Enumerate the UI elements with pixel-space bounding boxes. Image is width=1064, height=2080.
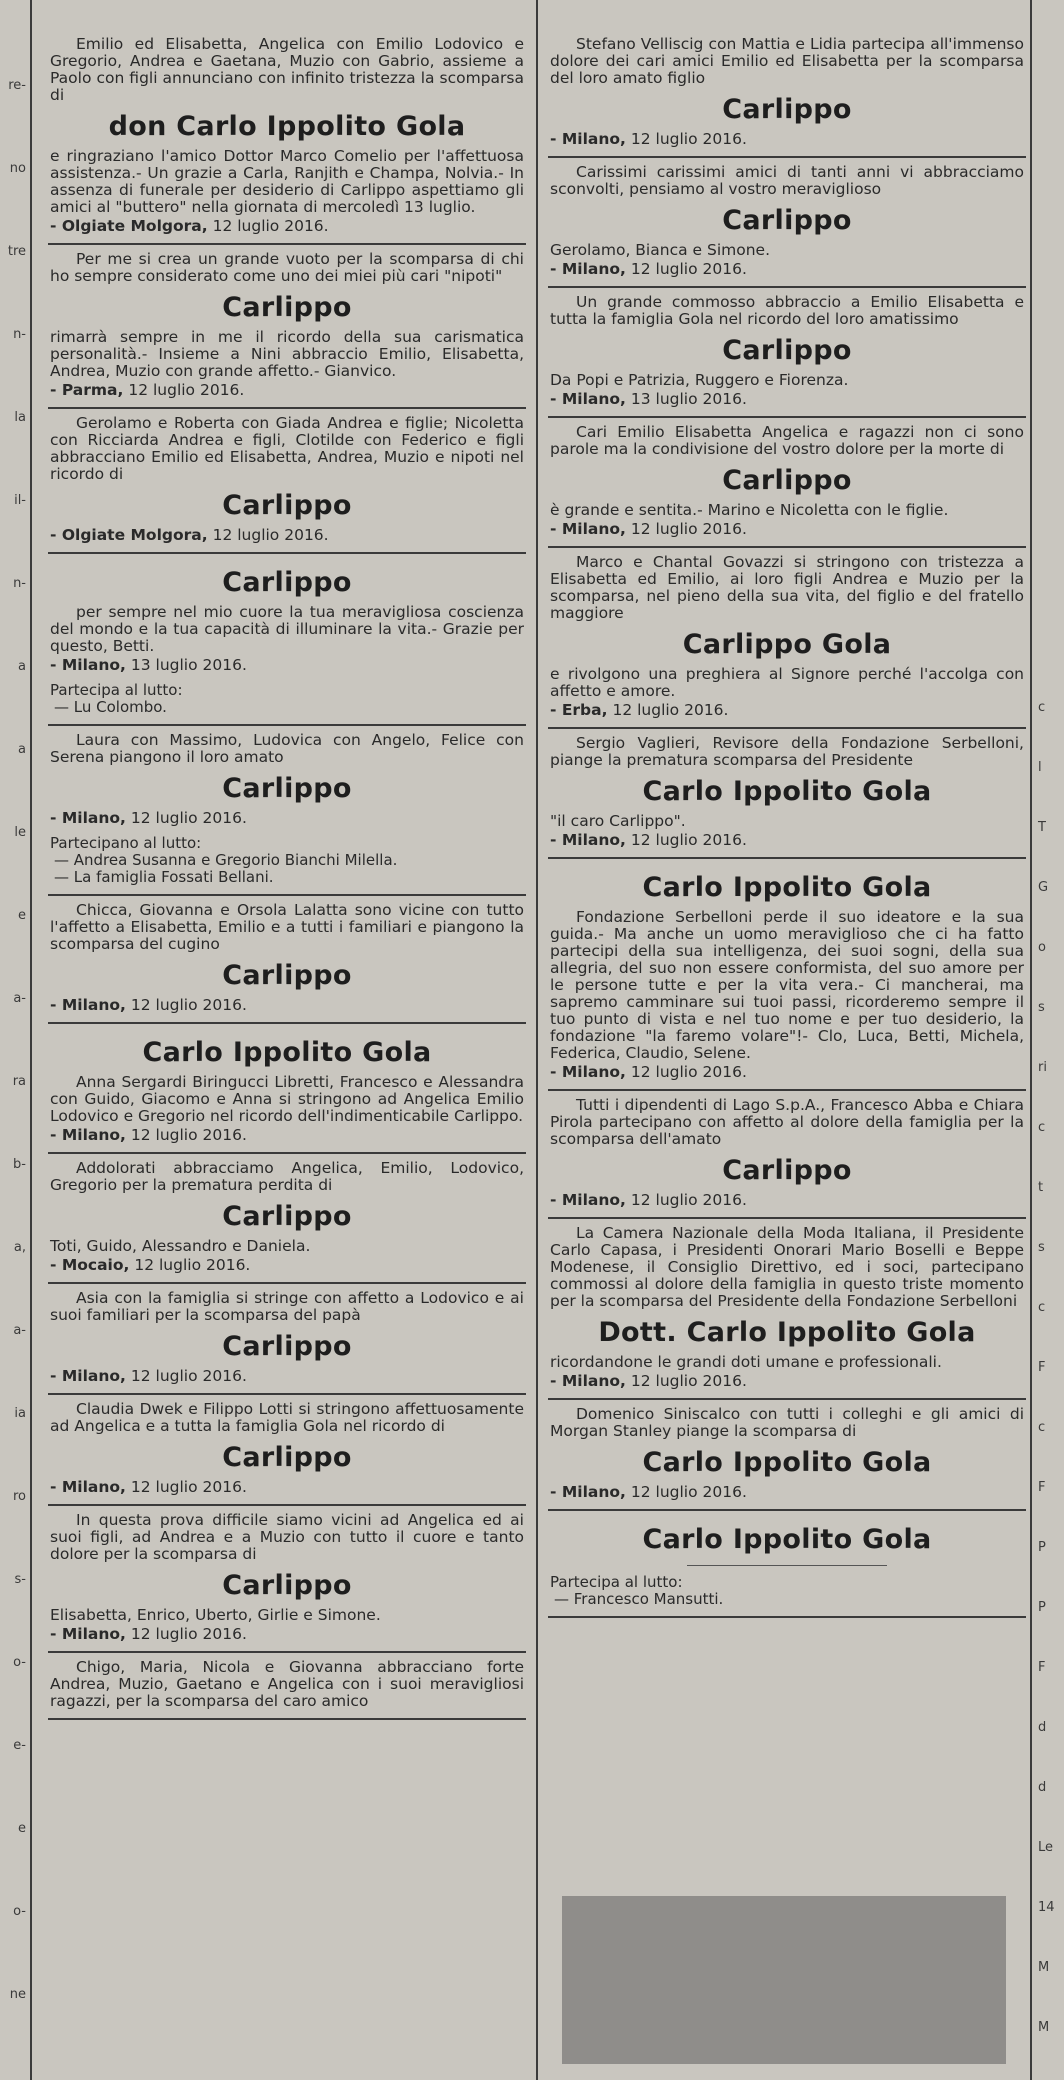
notice-body-text: e rivolgono una preghiera al Signore perché l'accolga con affetto e amore. (550, 665, 1024, 700)
place-and-date (50, 997, 524, 1014)
notice-place: - Milano, (550, 520, 626, 538)
notice-lead-text: Gerolamo e Roberta con Giada Andrea e figlie; Nicoletta con Ricciarda Andrea e figli, Clotilde con Federico e figli abbracciano Emilio ed Elisabetta, Andrea, Muzio e nipoti nel ricordo di (50, 414, 524, 483)
place-and-date (550, 1064, 1024, 1081)
notice-place: - Milano, (50, 1478, 126, 1496)
place-and-date (550, 131, 1024, 148)
place-and-date (50, 1257, 524, 1274)
notice-place: - Milano, (50, 1367, 126, 1385)
edge-text-fragment: ia (14, 1406, 26, 1421)
edge-text-fragment: c (1038, 1120, 1046, 1135)
notice-place: - Milano, (550, 390, 626, 408)
edge-text-fragment: a- (13, 991, 26, 1006)
notice-body-text: Fondazione Serbelloni perde il suo ideatore e la sua guida.- Ma anche un uomo meraviglioso che ci ha fatto partecipi della sua intelligenza, dei suoi sogni, della sua allegria, del suo non essere conformista, del suo amore per le persone tutte e per la vita vera.- Ci mancherai, ma sapremo camminare sui tuoi passi, ricorderemo sempre il tuo punto di vista e nel tuo nome e per tuo desiderio, la fondazione "la faremo volare"!- Clo, Luca, Betti, Michela, Federica, Claudio, Selene. (550, 908, 1024, 1062)
right-column (548, 30, 1026, 1618)
edge-text-fragment: ne (9, 1987, 26, 2002)
obituary-notice (548, 158, 1026, 288)
notice-place: - Milano, (550, 1191, 626, 1209)
notice-body-text: Toti, Guido, Alessandro e Daniela. (50, 1237, 311, 1255)
deceased-name: Carlippo (222, 1201, 352, 1232)
notice-place: - Olgiate Molgora, (50, 217, 208, 235)
notice-body-text: e ringraziano l'amico Dottor Marco Comelio per l'affettuosa assistenza.- Un grazie a Carla, Ranjith e Champa, Nolvia.- In assenza di funerale per desiderio di Carlippo aspettiamo gli amici al "buttero" nella giornata di mercoledì 13 luglio. (50, 147, 524, 216)
condolence-list (50, 835, 524, 886)
edge-text-fragment: F (1038, 1480, 1046, 1495)
obituary-notice (548, 288, 1026, 418)
right-page-edge (1032, 0, 1064, 2080)
obituary-notice (48, 1284, 526, 1395)
condolence-label: Partecipano al lutto: (50, 834, 202, 852)
place-and-date (50, 657, 524, 674)
deceased-name: Carlippo (722, 205, 852, 236)
notice-lead-text: Chicca, Giovanna e Orsola Lalatta sono vicine con tutto l'affetto a Elisabetta, Emilio e a tutti i familiari e piangono la scomparsa del cugino (50, 901, 524, 953)
notice-lead-text: Carissimi carissimi amici di tanti anni vi abbracciamo sconvolti, pensiamo al vostro meraviglioso (550, 163, 1024, 198)
obituary-notice (48, 1395, 526, 1506)
deceased-name: Carlippo (222, 292, 352, 323)
notice-place: - Parma, (50, 381, 124, 399)
obituary-notice (48, 1506, 526, 1653)
condolence-name: — Francesco Mansutti. (554, 1590, 724, 1608)
notice-body-text: Anna Sergardi Biringucci Libretti, Francesco e Alessandra con Guido, Giacomo e Anna si stringono ad Angelica Emilio Lodovico e Gregorio nel ricordo dell'indimenticabile Carlippo. (50, 1073, 524, 1125)
obituary-notice (48, 896, 526, 1024)
condolence-name: — Lu Colombo. (54, 698, 167, 716)
deceased-name: Carlippo (722, 1155, 852, 1186)
condolence-label: Partecipa al lutto: (50, 681, 183, 699)
edge-text-fragment: a (18, 742, 26, 757)
edge-text-fragment: tre (7, 244, 26, 259)
edge-text-fragment: b- (13, 1157, 26, 1172)
edge-text-fragment: ra (12, 1074, 26, 1089)
left-page-edge (0, 0, 30, 2080)
notice-body-text: è grande e sentita.- Marino e Nicoletta con le figlie. (550, 501, 949, 519)
deceased-name: Carlippo (222, 773, 352, 804)
edge-text-fragment: re- (8, 78, 26, 93)
condolence-name: — La famiglia Fossati Bellani. (54, 868, 274, 886)
notice-date: 12 luglio 2016. (630, 1372, 747, 1390)
edge-text-fragment: P (1038, 1600, 1046, 1615)
deceased-name: Carlippo (222, 1331, 352, 1362)
edge-text-fragment: l (1038, 760, 1042, 775)
condolence-list (550, 1574, 1024, 1608)
edge-text-fragment: T (1038, 820, 1046, 835)
notice-place: - Olgiate Molgora, (50, 526, 208, 544)
notice-lead-text: Emilio ed Elisabetta, Angelica con Emilio Lodovico e Gregorio, Andrea e Gaetana, Muzio con Gabrio, assieme a Paolo con figli annunciano con infinito tristezza la scomparsa di (50, 35, 524, 104)
notice-body-text: ricordandone le grandi doti umane e professionali. (550, 1353, 942, 1371)
notice-date: 12 luglio 2016. (130, 1625, 247, 1643)
deceased-name: Carlippo (222, 960, 352, 991)
notice-date: 12 luglio 2016. (630, 1483, 747, 1501)
obituary-notice (548, 1400, 1026, 1511)
place-and-date (50, 527, 524, 544)
notice-date: 12 luglio 2016. (134, 1256, 251, 1274)
obituary-notice (548, 1091, 1026, 1219)
notice-date: 12 luglio 2016. (630, 1191, 747, 1209)
notice-place: - Milano, (50, 996, 126, 1014)
place-and-date (550, 1484, 1024, 1501)
edge-text-fragment: c (1038, 1300, 1046, 1315)
obituary-notice (48, 1024, 526, 1154)
condolence-list (50, 682, 524, 716)
place-and-date (550, 261, 1024, 278)
edge-text-fragment: G (1038, 880, 1049, 895)
obituary-notice (48, 1154, 526, 1284)
deceased-name: Carlippo (722, 335, 852, 366)
notice-date: 12 luglio 2016. (130, 1126, 247, 1144)
notice-lead-text: La Camera Nazionale della Moda Italiana, il Presidente Carlo Capasa, i Presidenti Onorari Mario Boselli e Beppe Modenese, il Consiglio Direttivo, ed i soci, partecipano commossi al dolore della famiglia in questo triste momento per la scomparsa del Presidente della Fondazione Serbelloni (550, 1224, 1024, 1310)
notice-body-text: "il caro Carlippo". (550, 812, 686, 830)
notice-lead-text: Stefano Velliscig con Mattia e Lidia partecipa all'immenso dolore dei cari amici Emilio ed Elisabetta per la scomparsa del loro amato figlio (550, 35, 1024, 87)
notice-date: 12 luglio 2016. (630, 130, 747, 148)
empty-grey-block (562, 1896, 1006, 2064)
center-column-rule (536, 0, 538, 2080)
edge-text-fragment: F (1038, 1660, 1046, 1675)
notice-lead-text: Addolorati abbracciamo Angelica, Emilio, Lodovico, Gregorio per la prematura perdita di (50, 1159, 524, 1194)
notice-date: 12 luglio 2016. (128, 381, 245, 399)
obituary-notice (548, 1511, 1026, 1618)
notice-lead-text: Cari Emilio Elisabetta Angelica e ragazzi non ci sono parole ma la condivisione del vostro dolore per la morte di (550, 423, 1024, 458)
notice-lead-text: Per me si crea un grande vuoto per la scomparsa di chi ho sempre considerato come uno dei miei più cari "nipoti" (50, 250, 524, 285)
place-and-date (50, 1127, 524, 1144)
obituary-notice (48, 30, 526, 245)
place-and-date (550, 521, 1024, 538)
place-and-date (50, 810, 524, 827)
obituary-notice (48, 409, 526, 554)
edge-text-fragment: P (1038, 1540, 1046, 1555)
deceased-name: Carlippo (722, 465, 852, 496)
edge-text-fragment: n- (13, 327, 26, 342)
edge-text-fragment: c (1038, 1420, 1046, 1435)
obituary-notice (48, 726, 526, 896)
deceased-name: Carlippo (222, 490, 352, 521)
edge-text-fragment: a, (13, 1240, 26, 1255)
edge-text-fragment: ri (1038, 1060, 1047, 1075)
notice-place: - Milano, (550, 1063, 626, 1081)
edge-text-fragment: s (1038, 1240, 1045, 1255)
notice-lead-text: Laura con Massimo, Ludovica con Angelo, Felice con Serena piangono il loro amato (50, 731, 524, 766)
notice-lead-text: In questa prova difficile siamo vicini ad Angelica ed ai suoi figli, ad Andrea e a Muzio con tutto il cuore e tanto dolore per la scomparsa di (50, 1511, 524, 1563)
place-and-date (50, 1479, 524, 1496)
edge-text-fragment: s- (14, 1572, 26, 1587)
edge-text-fragment: d (1038, 1780, 1047, 1795)
notice-date: 12 luglio 2016. (630, 260, 747, 278)
edge-text-fragment: a- (13, 1323, 26, 1338)
notice-date: 12 luglio 2016. (130, 996, 247, 1014)
obituary-notice (548, 30, 1026, 158)
notice-date: 12 luglio 2016. (630, 831, 747, 849)
deceased-name: Dott. Carlo Ippolito Gola (598, 1317, 976, 1348)
notice-lead-text: Marco e Chantal Govazzi si stringono con tristezza a Elisabetta ed Emilio, ai loro figli Andrea e Muzio per la scomparsa, nel pieno della sua vita, del figlio e del fratello maggiore (550, 553, 1024, 622)
place-and-date (50, 1626, 524, 1643)
notice-date: 12 luglio 2016. (130, 1367, 247, 1385)
edge-text-fragment: s (1038, 1000, 1045, 1015)
edge-text-fragment: e- (13, 1738, 26, 1753)
edge-text-fragment: a (18, 659, 26, 674)
notice-date: 12 luglio 2016. (130, 809, 247, 827)
notice-lead-text: Sergio Vaglieri, Revisore della Fondazione Serbelloni, piange la prematura scomparsa del Presidente (550, 734, 1024, 769)
deceased-name: Carlippo (222, 1570, 352, 1601)
deceased-name: Carlo Ippolito Gola (142, 1037, 432, 1068)
obituary-notice (48, 554, 526, 726)
deceased-name: Carlo Ippolito Gola (642, 1447, 932, 1478)
notice-date: 12 luglio 2016. (212, 217, 329, 235)
place-and-date (550, 391, 1024, 408)
deceased-name: Carlo Ippolito Gola (642, 776, 932, 807)
notice-date: 12 luglio 2016. (612, 701, 729, 719)
notice-place: - Milano, (50, 1126, 126, 1144)
condolence-label: Partecipa al lutto: (550, 1573, 683, 1591)
notice-place: - Milano, (550, 1372, 626, 1390)
short-divider (687, 1565, 887, 1566)
notice-place: - Milano, (50, 656, 126, 674)
place-and-date (50, 218, 524, 235)
deceased-name: Carlo Ippolito Gola (642, 872, 932, 903)
place-and-date (50, 382, 524, 399)
notice-date: 12 luglio 2016. (130, 1478, 247, 1496)
notice-body-text: Gerolamo, Bianca e Simone. (550, 241, 770, 259)
left-column-rule (30, 0, 32, 2080)
deceased-name: Carlippo (722, 94, 852, 125)
obituary-notice (48, 245, 526, 409)
notice-body-text: Elisabetta, Enrico, Uberto, Girlie e Simone. (50, 1606, 381, 1624)
place-and-date (550, 1192, 1024, 1209)
edge-text-fragment: 14 (1038, 1900, 1055, 1915)
notice-place: - Milano, (550, 1483, 626, 1501)
notice-lead-text: Un grande commosso abbraccio a Emilio Elisabetta e tutta la famiglia Gola nel ricordo del loro amatissimo (550, 293, 1024, 328)
notice-place: - Milano, (550, 130, 626, 148)
obituary-notice (548, 1219, 1026, 1400)
edge-text-fragment: t (1038, 1180, 1044, 1195)
notice-place: - Milano, (50, 809, 126, 827)
obituary-notice (548, 548, 1026, 729)
notice-lead-text: Domenico Siniscalco con tutti i colleghi e gli amici di Morgan Stanley piange la scomparsa di (550, 1405, 1024, 1440)
deceased-name: Carlippo Gola (682, 629, 892, 660)
place-and-date (550, 1373, 1024, 1390)
obituary-notice (548, 729, 1026, 859)
edge-text-fragment: c (1038, 700, 1046, 715)
edge-text-fragment: il- (14, 493, 26, 508)
notice-date: 12 luglio 2016. (630, 520, 747, 538)
edge-text-fragment: e (18, 908, 26, 923)
obituary-notice (548, 418, 1026, 548)
deceased-name: Carlippo (222, 1442, 352, 1473)
edge-text-fragment: la (14, 410, 26, 425)
edge-text-fragment: M (1038, 1960, 1050, 1975)
edge-text-fragment: no (9, 161, 26, 176)
notice-lead-text: Claudia Dwek e Filippo Lotti si stringono affettuosamente ad Angelica e a tutta la famiglia Gola nel ricordo di (50, 1400, 524, 1435)
edge-text-fragment: ro (12, 1489, 26, 1504)
obituary-notice (48, 1653, 526, 1720)
edge-text-fragment: d (1038, 1720, 1047, 1735)
obituary-notice (548, 859, 1026, 1091)
notice-date: 13 luglio 2016. (630, 390, 747, 408)
edge-text-fragment: o- (13, 1655, 26, 1670)
deceased-name: Carlippo (222, 567, 352, 598)
edge-text-fragment: o- (13, 1904, 26, 1919)
left-column (48, 30, 526, 1720)
notice-place: - Milano, (550, 260, 626, 278)
notice-lead-text: Tutti i dipendenti di Lago S.p.A., Francesco Abba e Chiara Pirola partecipano con affetto al dolore della famiglia per la scomparsa dell'amato (550, 1096, 1024, 1148)
notice-body-text: rimarrà sempre in me il ricordo della sua carismatica personalità.- Insieme a Nini abbraccio Emilio, Elisabetta, Andrea, Muzio con grande affetto.- Gianvico. (50, 328, 524, 380)
deceased-name: don Carlo Ippolito Gola (108, 111, 466, 142)
notice-lead-text: Asia con la famiglia si stringe con affetto a Lodovico e ai suoi familiari per la scomparsa del papà (50, 1289, 524, 1324)
place-and-date (550, 832, 1024, 849)
notice-place: - Mocaio, (50, 1256, 130, 1274)
notice-date: 12 luglio 2016. (630, 1063, 747, 1081)
edge-text-fragment: o (1038, 940, 1046, 955)
place-and-date (50, 1368, 524, 1385)
notice-date: 13 luglio 2016. (130, 656, 247, 674)
notice-body-text: Da Popi e Patrizia, Ruggero e Fiorenza. (550, 371, 849, 389)
notice-place: - Erba, (550, 701, 608, 719)
edge-text-fragment: Le (1038, 1840, 1054, 1855)
edge-text-fragment: n- (13, 576, 26, 591)
notice-place: - Milano, (50, 1625, 126, 1643)
place-and-date (550, 702, 1024, 719)
edge-text-fragment: le (14, 825, 26, 840)
notice-body-text: per sempre nel mio cuore la tua meravigliosa coscienza del mondo e la tua capacità di illuminare la vita.- Grazie per questo, Betti. (50, 603, 524, 655)
edge-text-fragment: M (1038, 2020, 1050, 2035)
notice-place: - Milano, (550, 831, 626, 849)
notice-lead-text: Chigo, Maria, Nicola e Giovanna abbracciano forte Andrea, Muzio, Gaetano e Angelica con i suoi meravigliosi ragazzi, per la scomparsa del caro amico (50, 1658, 524, 1710)
notice-date: 12 luglio 2016. (212, 526, 329, 544)
deceased-name: Carlo Ippolito Gola (642, 1524, 932, 1555)
edge-text-fragment: F (1038, 1360, 1046, 1375)
condolence-name: — Andrea Susanna e Gregorio Bianchi Milella. (54, 851, 398, 869)
edge-text-fragment: e (18, 1821, 26, 1836)
